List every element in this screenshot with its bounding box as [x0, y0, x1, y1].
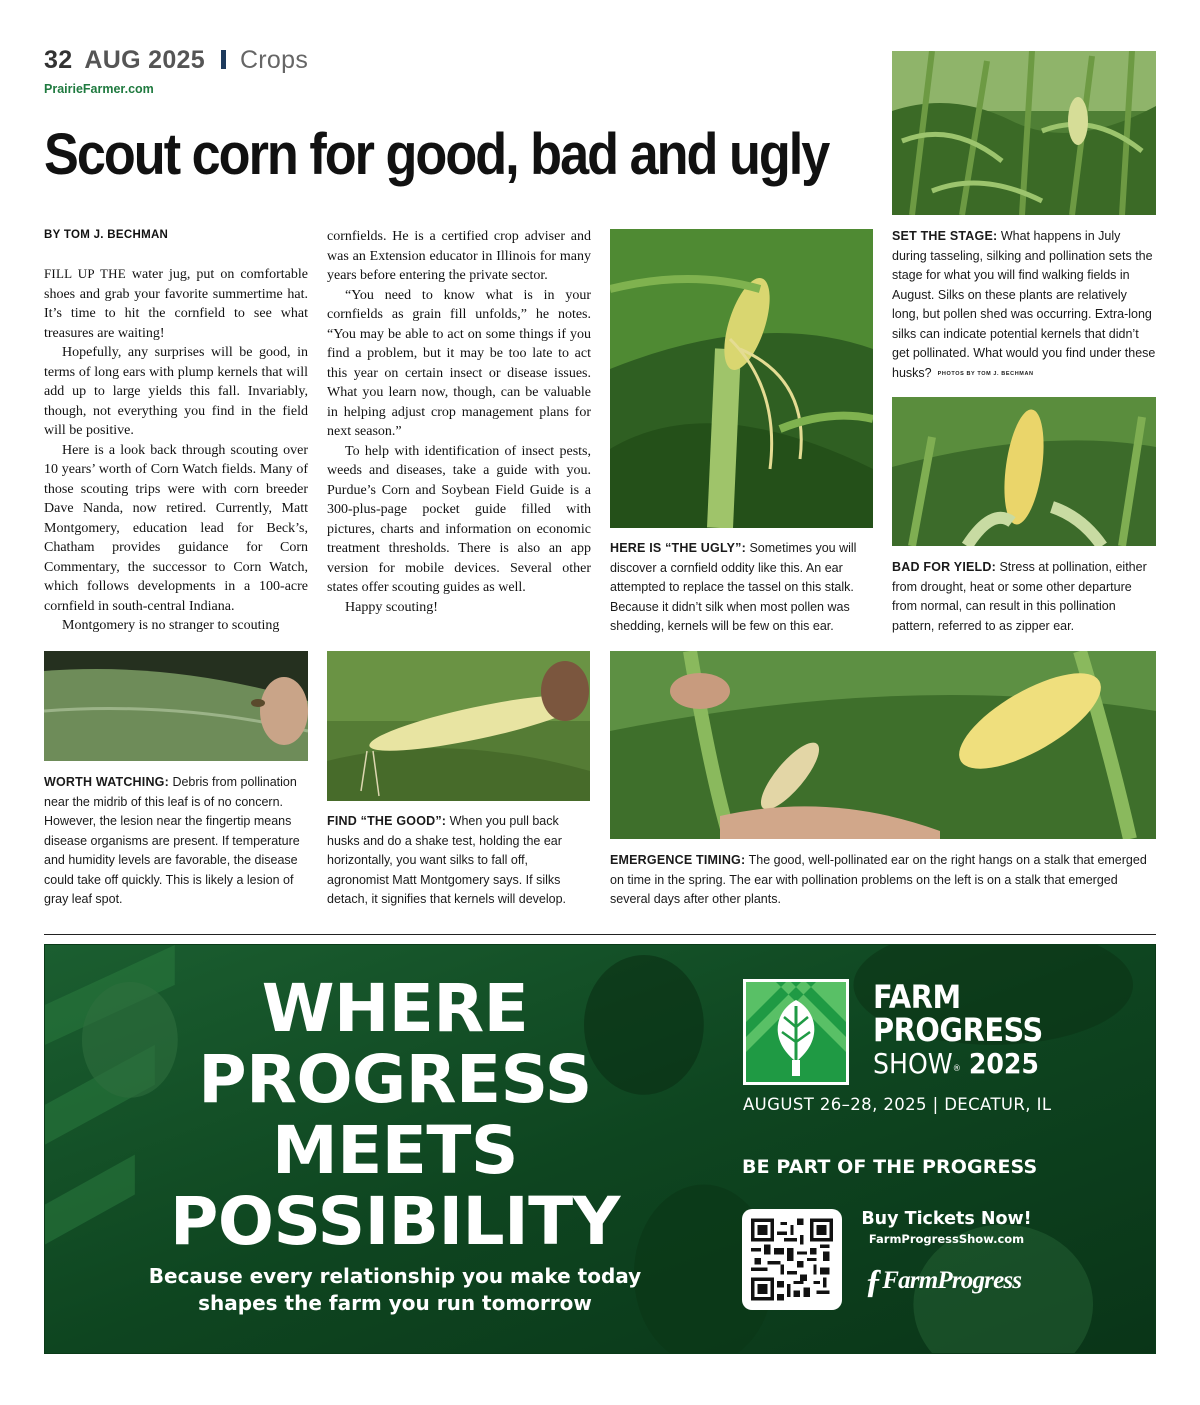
caption-worth-watching: WORTH WATCHING: Debris from pollination near the midrib of this leaf is of no concern. However, the lesion near the fingertip means disease organisms are present. If temperature and humidity levels are favorable, the disease could take off quickly. This is likely a lesion of gray leaf spot.: [44, 775, 300, 906]
paragraph: To help with identification of insect pests, weeds and diseases, take a guide with you. Purdue’s Corn and Soybean Field Guide is a 300-plus-page pocket guide filled with pictures, charts and information on economic treatment thresholds. There is also an app version for mobile devices. Several other states offer scouting guides as well.: [327, 443, 591, 595]
leaf-logo-icon: [743, 979, 849, 1085]
paragraph: Hopefully, any surprises will be good, in terms of long ears with plump kernels that will add up to large yields this fall. Invariably, though, not everything you find in the field will be positive.: [44, 345, 308, 438]
ticket-url[interactable]: FarmProgressShow.com: [868, 1232, 1025, 1246]
issue-date: AUG 2025: [84, 46, 205, 74]
farm-progress-show-ad[interactable]: [44, 944, 1156, 1354]
caption-label: HERE IS “THE UGLY”:: [610, 541, 746, 555]
folio-divider: [221, 50, 226, 69]
caption-emergence-timing: EMERGENCE TIMING: The good, well-pollinated ear on the right hangs on a stalk that emerged on time in the spring. The ear with pollination problems on the left is on a stalk that emerged several days after other plants.: [610, 853, 1147, 906]
body-column-1: [44, 264, 308, 636]
qr-code-icon[interactable]: [742, 1209, 842, 1310]
photo-set-the-stage: [892, 51, 1156, 215]
paragraph: Montgomery is no stranger to scouting: [62, 618, 280, 633]
caption-bad-for-yield: BAD FOR YIELD: Stress at pollination, either from drought, heat or some other departure from normal, can result in this pollination pattern, referred to as zipper ear.: [892, 560, 1147, 633]
buy-tickets-link[interactable]: Buy Tickets Now!: [861, 1209, 1032, 1229]
photo-worth-watching: [44, 651, 308, 761]
caption-the-ugly: HERE IS “THE UGLY”: Sometimes you will discover a cornfield oddity like this. An ear attempted to replace the tassel on this stalk. Because it didn’t silk when most pollen was shedding, kernels will be few on this ear.: [610, 541, 857, 633]
paragraph: cornfields. He is a certified crop adviser and was an Extension educator in Illinois for many years before entering the private sector.: [327, 229, 591, 283]
caption-label: FIND “THE GOOD”:: [327, 814, 447, 828]
body-column-2: [327, 227, 591, 617]
photo-credit: PHOTOS BY TOM J. BECHMAN: [937, 370, 1034, 377]
website-link[interactable]: PrairieFarmer.com: [44, 82, 154, 96]
ad-headline: WHERE PROGRESS MEETS POSSIBILITY: [170, 970, 620, 1260]
caption-label: SET THE STAGE:: [892, 229, 998, 243]
page-number: 32: [44, 46, 73, 74]
section-divider: [44, 934, 1156, 935]
photo-emergence-timing: [610, 651, 1156, 839]
paragraph: Happy scouting!: [345, 599, 438, 615]
paragraph: Here is a look back through scouting over 10 years’ worth of Corn Watch fields. Many of those scouting trips were with corn breeder Dave Nanda, now retired. Currently, Matt Montgomery, education lead for Beck’s, Chatham provides guidance for Corn Commentary, the successor to Corn Watch, which follows developments in a 100-acre cornfield in south-central Indiana.: [44, 442, 308, 614]
page-folio: [44, 46, 308, 75]
headline: Scout corn for good, bad and ugly: [44, 122, 829, 187]
caption-the-good: FIND “THE GOOD”: When you pull back husks and do a shake test, holding the ear horizontally, you want silks to fall off, agronomist Matt Montgomery says. If silks detach, it signifies that kernels will develop.: [327, 814, 567, 906]
photo-the-good: [327, 651, 590, 801]
ad-call-to-action: BE PART OF THE PROGRESS: [742, 1156, 1038, 1178]
photo-the-ugly: [610, 229, 873, 528]
caption-set-the-stage: SET THE STAGE: What happens in July during tasseling, silking and pollination sets the stage for what you will find walking fields in August. Silks on these plants are relatively long, but pollen shed was occurring. Extra-long silks can indicate potential kernels that didn’t get pollinated. What would you find under these husks? PHOTOS BY TOM J. BECHMAN: [892, 229, 1156, 380]
ticket-info: [845, 1207, 1048, 1248]
paragraph: “You need to know what is in your cornfields as grain fill unfolds,” he notes. “You may be able to act on some things if you find a problem, but it may be too late to act this year on certain insect or disease issues. What you learn now, though, can be valuable in helping adjust crop management plans for next season.”: [327, 287, 591, 439]
show-name: FARM PROGRESS SHOW® 2025: [873, 978, 1043, 1080]
paragraph: FILL UP THE water jug, put on comfortable shoes and grab your favorite summertime hat. It’s time to hit the cornfield to see what treasures are waiting!: [44, 266, 308, 341]
section-name: Crops: [239, 46, 309, 74]
lead-in: FILL UP THE: [44, 266, 126, 281]
caption-label: BAD FOR YIELD:: [892, 560, 996, 574]
byline: BY TOM J. BECHMAN: [44, 229, 169, 241]
show-dates: AUGUST 26–28, 2025 | DECATUR, IL: [743, 1095, 1052, 1114]
farm-progress-logo-icon: ƒFarmProgress: [865, 1263, 1022, 1300]
caption-label: EMERGENCE TIMING:: [610, 853, 746, 867]
photo-bad-for-yield: [892, 397, 1156, 546]
caption-label: WORTH WATCHING:: [44, 775, 169, 789]
ad-subhead: Because every relationship you make today shapes the farm you run tomorrow: [148, 1264, 642, 1315]
